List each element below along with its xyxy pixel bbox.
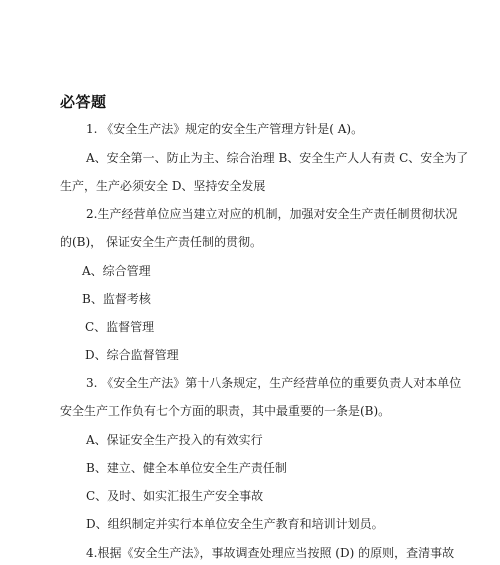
question-2-stem-line-1: 2.生产经营单位应当建立对应的机制，加强对安全生产责任制贯彻状况 <box>86 207 458 221</box>
question-2-option-d: D、综合监督管理 <box>85 348 179 362</box>
question-3-option-c: C、及时、如实汇报生产安全事故 <box>86 489 264 503</box>
question-2-option-c: C、监督管理 <box>85 320 155 334</box>
question-3-option-b: B、建立、健全本单位安全生产责任制 <box>86 461 287 475</box>
question-3-option-d: D、组织制定并实行本单位安全生产教育和培训计划员。 <box>86 517 384 531</box>
question-3-stem-line-2: 安全生产工作负有七个方面的职责，其中最重要的一条是(B)。 <box>60 404 391 418</box>
question-1-stem: 1. 《安全生产法》规定的安全生产管理方针是( A)。 <box>86 122 364 136</box>
question-1-options-line-2: 生产，生产必须安全 D、坚持安全发展 <box>60 179 266 193</box>
question-3-option-a: A、保证安全生产投入的有效实行 <box>86 433 263 447</box>
question-3-stem-line-1: 3. 《安全生产法》第十八条规定，生产经营单位的重要负责人对本单位 <box>86 376 462 390</box>
question-1-options-line-1: A、安全第一、防止为主、综合治理 B、安全生产人人有责 C、安全为了 <box>86 151 469 165</box>
question-2-stem-line-2: 的(B)， 保证安全生产责任制的贯彻。 <box>60 235 262 249</box>
section-title: 必答题 <box>60 93 107 111</box>
question-4-stem-line-1: 4.根据《安全生产法》，事故调查处理应当按照 (D) 的原则，查清事故 <box>86 546 455 560</box>
question-2-option-b: B、监督考核 <box>82 292 151 306</box>
question-2-option-a: A、综合管理 <box>82 264 151 278</box>
